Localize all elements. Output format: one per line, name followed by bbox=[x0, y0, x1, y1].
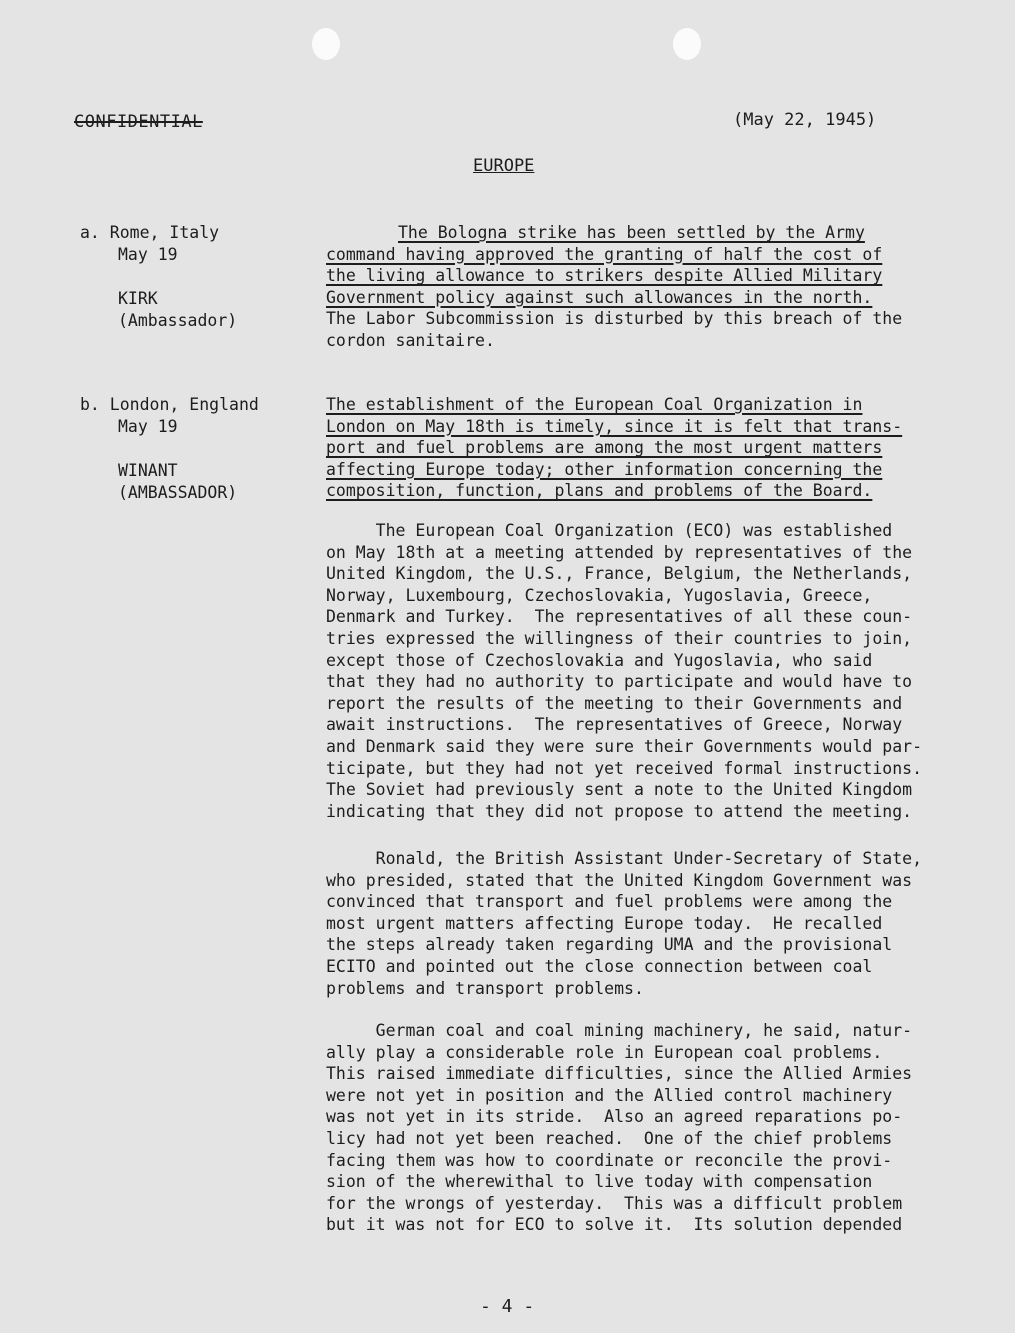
body-line: most urgent matters affecting Europe today. He recalled bbox=[326, 913, 883, 933]
body-line: for the wrongs of yesterday. This was a difficult problem bbox=[326, 1193, 903, 1213]
body-line: the steps already taken regarding UMA and the provisional bbox=[326, 935, 893, 955]
entry-b-sender-title: (AMBASSADOR) bbox=[118, 483, 238, 502]
body-line: facing them was how to coordinate or reconcile the provi- bbox=[326, 1150, 893, 1170]
entry-b-paragraph-2 bbox=[326, 848, 946, 999]
body-line: and Denmark said they were sure their Governments would par- bbox=[326, 736, 923, 756]
summary-line: port and fuel problems are among the most urgent matters bbox=[326, 438, 883, 458]
entry-a-body bbox=[326, 308, 946, 351]
summary-line: The Bologna strike has been settled by the Army bbox=[398, 223, 865, 242]
classification-mark: CONFIDENTIAL bbox=[74, 112, 203, 132]
body-line: that they had no authority to participate and would have to bbox=[326, 672, 913, 692]
body-line: indicating that they did not propose to attend the meeting. bbox=[326, 801, 913, 821]
body-line: United Kingdom, the U.S., France, Belgium, the Netherlands, bbox=[326, 564, 913, 584]
summary-line: London on May 18th is timely, since it is felt that trans- bbox=[326, 416, 903, 436]
body-line: tries expressed the willingness of their countries to join, bbox=[326, 628, 913, 648]
body-line: licy had not yet been reached. One of the chief problems bbox=[326, 1128, 893, 1148]
summary-line: affecting Europe today; other information concerning the bbox=[326, 459, 883, 479]
punch-hole bbox=[312, 28, 340, 60]
entry-a-date: May 19 bbox=[118, 245, 178, 264]
body-line: This raised immediate difficulties, since the Allied Armies bbox=[326, 1064, 913, 1084]
body-line: The Labor Subcommission is disturbed by this breach of the bbox=[326, 309, 903, 328]
body-line: ticipate, but they had not yet received formal instructions. bbox=[326, 758, 923, 778]
document-date: (May 22, 1945) bbox=[733, 110, 877, 130]
body-line: German coal and coal mining machinery, he said, natur- bbox=[326, 1021, 913, 1040]
summary-line: command having approved the granting of half the cost of bbox=[326, 244, 883, 264]
entry-b-sender: WINANT bbox=[118, 461, 178, 480]
body-line: problems and transport problems. bbox=[326, 978, 644, 998]
body-line: ECITO and pointed out the close connection between coal bbox=[326, 956, 873, 976]
punch-hole bbox=[673, 28, 701, 60]
entry-a-summary bbox=[326, 222, 946, 308]
body-line: on May 18th at a meeting attended by representatives of the bbox=[326, 542, 913, 562]
entry-b-paragraph-1 bbox=[326, 520, 946, 822]
section-title: EUROPE bbox=[473, 156, 535, 176]
body-line: Denmark and Turkey. The representatives of all these coun- bbox=[326, 607, 913, 627]
entry-a-sender-title: (Ambassador) bbox=[118, 311, 238, 330]
entry-b-summary bbox=[326, 394, 946, 502]
body-line: ally play a considerable role in European coal problems. bbox=[326, 1042, 883, 1062]
body-line: but it was not for ECO to solve it. Its solution depended bbox=[326, 1215, 903, 1235]
body-line: sion of the wherewithal to live today with compensation bbox=[326, 1172, 873, 1192]
body-line: were not yet in position and the Allied control machinery bbox=[326, 1085, 893, 1105]
entry-b-paragraph-3 bbox=[326, 1020, 946, 1236]
body-line: who presided, stated that the United Kingdom Government was bbox=[326, 870, 913, 890]
body-line: report the results of the meeting to their Governments and bbox=[326, 693, 903, 713]
summary-line: The establishment of the European Coal Organization in bbox=[326, 395, 863, 414]
summary-line: Government policy against such allowances in the north. bbox=[326, 287, 873, 307]
body-line: except those of Czechoslovakia and Yugoslavia, who said bbox=[326, 650, 873, 670]
page-number: - 4 - bbox=[480, 1296, 535, 1317]
body-line: await instructions. The representatives of Greece, Norway bbox=[326, 715, 903, 735]
body-line: convinced that transport and fuel problems were among the bbox=[326, 892, 893, 912]
body-line: The Soviet had previously sent a note to the United Kingdom bbox=[326, 780, 913, 800]
entry-b-date: May 19 bbox=[118, 417, 178, 436]
summary-line: composition, function, plans and problems of the Board. bbox=[326, 481, 873, 501]
entry-b-label: b. London, England bbox=[80, 395, 259, 414]
entry-a-label: a. Rome, Italy bbox=[80, 223, 220, 242]
body-line: was not yet in its stride. Also an agreed reparations po- bbox=[326, 1107, 903, 1127]
body-line: The European Coal Organization (ECO) was established bbox=[326, 521, 893, 540]
body-line: cordon sanitaire. bbox=[326, 330, 495, 350]
summary-line: the living allowance to strikers despite Allied Military bbox=[326, 266, 883, 286]
body-line: Ronald, the British Assistant Under-Secretary of State, bbox=[326, 849, 923, 868]
entry-a-sender: KIRK bbox=[118, 289, 158, 308]
body-line: Norway, Luxembourg, Czechoslovakia, Yugoslavia, Greece, bbox=[326, 585, 873, 605]
